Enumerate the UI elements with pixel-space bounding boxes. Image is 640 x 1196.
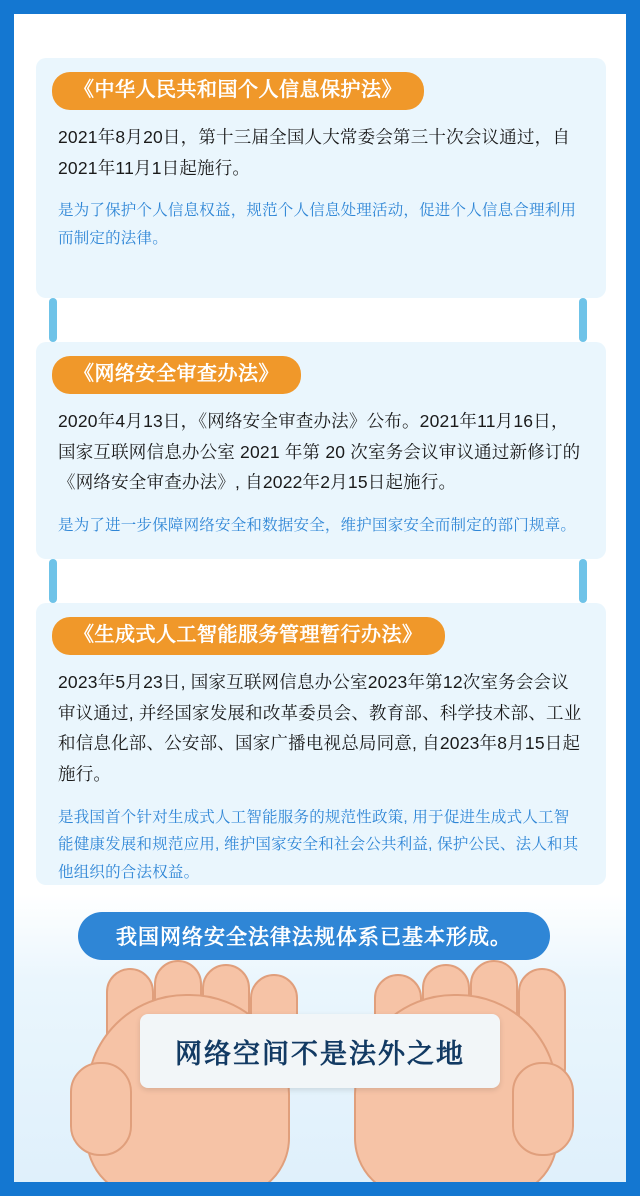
law-note-1: 是为了保护个人信息权益，规范个人信息处理活动，促进个人信息合理利用而制定的法律。 [58, 202, 577, 248]
connector-rail-right-1 [579, 298, 587, 342]
left-hand-thumb [70, 1062, 132, 1156]
law-card-3 [36, 603, 606, 885]
connector-rail-left-1 [49, 298, 57, 342]
law-body-2: 2020年4月13日，《网络安全审查办法》公布。2021年11月16日，国家互联网信息办公室 2021 年第 20 次室务会议审议通过新修订的《网络安全审查办法》, 自2022年2月15日起施行。 [58, 411, 581, 493]
law-note-2: 是为了进一步保障网络安全和数据安全，维护国家安全而制定的部门规章。 [58, 516, 577, 534]
law-title-1: 《中华人民共和国个人信息保护法》 [52, 72, 424, 110]
law-note-3: 是我国首个针对生成式人工智能服务的规范性政策, 用于促进生成式人工智能健康发展和规范应用, 维护国家安全和社会公共利益, 保护公民、法人和其他组织的合法权益。 [58, 808, 579, 882]
law-body-1: 2021年8月20日，第十三届全国人大常委会第三十次会议通过，自2021年11月1日起施行。 [58, 127, 571, 178]
slogan-banner [140, 1014, 500, 1088]
law-title-2: 《网络安全审查办法》 [52, 356, 301, 394]
connector-rail-left-2 [49, 559, 57, 603]
right-hand-thumb [512, 1062, 574, 1156]
law-body-3: 2023年5月23日, 国家互联网信息办公室2023年第12次室务会会议审议通过, 并经国家发展和改革委员会、教育部、科学技术部、工业和信息化部、公安部、国家广播电视总局同意, 自2023年8月15日起施行。 [58, 672, 582, 784]
connector-rail-right-2 [579, 559, 587, 603]
summary-bar: 我国网络安全法律法规体系已基本形成。 [78, 912, 550, 960]
law-card-1 [36, 58, 606, 298]
poster-content [14, 14, 626, 1182]
law-title-3: 《生成式人工智能服务管理暂行办法》 [52, 617, 445, 655]
law-card-2 [36, 342, 606, 559]
slogan-text: 网络空间不是法外之地 [175, 1038, 465, 1069]
